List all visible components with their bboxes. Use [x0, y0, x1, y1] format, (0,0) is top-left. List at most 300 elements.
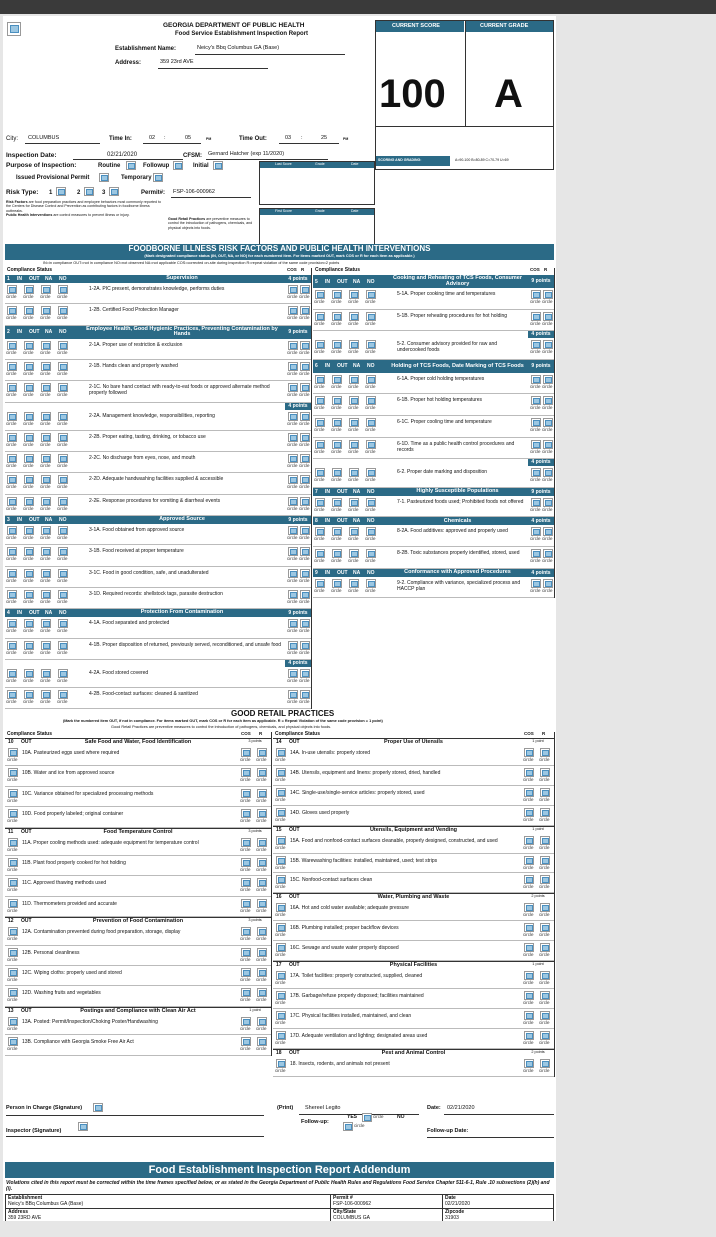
out-checkbox[interactable] — [8, 899, 18, 908]
status-radio[interactable] — [366, 468, 376, 477]
header-in: IN — [17, 517, 22, 523]
r-checkbox[interactable] — [540, 875, 550, 884]
status-radio[interactable] — [332, 468, 342, 477]
r-checkbox[interactable] — [540, 1011, 550, 1020]
r-checkbox[interactable] — [257, 838, 267, 847]
cos-checkbox[interactable] — [241, 858, 251, 867]
status-radio[interactable] — [366, 579, 376, 588]
status-radio[interactable] — [366, 440, 376, 449]
r-checkbox[interactable] — [300, 475, 310, 484]
first-date-label: Date — [351, 209, 359, 213]
cos-checkbox[interactable] — [288, 285, 298, 294]
cos-checkbox[interactable] — [524, 943, 534, 952]
r-checkbox[interactable] — [300, 547, 310, 556]
status-radio[interactable] — [366, 290, 376, 299]
out-checkbox[interactable] — [276, 875, 286, 884]
r-checkbox[interactable] — [540, 748, 550, 757]
r-checkbox[interactable] — [543, 468, 553, 477]
status-radio[interactable] — [24, 641, 34, 650]
status-radio[interactable] — [7, 497, 17, 506]
grp-left-r-label: R — [259, 731, 263, 736]
status-radio[interactable] — [41, 590, 51, 599]
cos-checkbox[interactable] — [288, 306, 298, 315]
cos-checkbox[interactable] — [531, 579, 541, 588]
status-radio[interactable] — [7, 669, 17, 678]
status-radio[interactable] — [58, 569, 68, 578]
cos-checkbox[interactable] — [524, 836, 534, 845]
cos-checkbox[interactable] — [288, 433, 298, 442]
cos-checkbox[interactable] — [531, 312, 541, 321]
r-checkbox[interactable] — [257, 899, 267, 908]
cos-checkbox[interactable] — [241, 878, 251, 887]
status-radio[interactable] — [24, 433, 34, 442]
cos-checkbox[interactable] — [241, 948, 251, 957]
r-checkbox[interactable] — [300, 341, 310, 350]
status-radio[interactable] — [41, 475, 51, 484]
r-checkbox[interactable] — [540, 1059, 550, 1068]
r-checkbox[interactable] — [257, 948, 267, 957]
cos-checkbox[interactable] — [241, 1037, 251, 1046]
status-radio[interactable] — [332, 396, 342, 405]
status-radio[interactable] — [24, 306, 34, 315]
r-checkbox[interactable] — [543, 312, 553, 321]
status-radio[interactable] — [7, 690, 17, 699]
cos-checkbox[interactable] — [524, 875, 534, 884]
out-checkbox[interactable] — [8, 968, 18, 977]
r-checkbox[interactable] — [300, 497, 310, 506]
cos-checkbox[interactable] — [524, 748, 534, 757]
r-checkbox[interactable] — [257, 1017, 267, 1026]
status-radio[interactable] — [315, 549, 325, 558]
cos-checkbox[interactable] — [524, 1011, 534, 1020]
r-checkbox[interactable] — [543, 290, 553, 299]
r-checkbox[interactable] — [257, 809, 267, 818]
out-checkbox[interactable] — [8, 748, 18, 757]
status-radio[interactable] — [7, 341, 17, 350]
r-checkbox[interactable] — [300, 526, 310, 535]
status-radio[interactable] — [24, 619, 34, 628]
r-checkbox[interactable] — [300, 285, 310, 294]
status-radio[interactable] — [41, 433, 51, 442]
r-checkbox[interactable] — [543, 396, 553, 405]
circle-label: circle — [256, 1046, 267, 1052]
status-radio[interactable] — [315, 440, 325, 449]
cos-checkbox[interactable] — [531, 549, 541, 558]
r-checkbox[interactable] — [257, 768, 267, 777]
out-checkbox[interactable] — [276, 1059, 286, 1068]
cos-checkbox[interactable] — [241, 809, 251, 818]
status-radio[interactable] — [7, 641, 17, 650]
cos-checkbox[interactable] — [531, 468, 541, 477]
status-radio[interactable] — [7, 590, 17, 599]
status-radio[interactable] — [7, 619, 17, 628]
out-checkbox[interactable] — [8, 789, 18, 798]
cos-checkbox[interactable] — [531, 418, 541, 427]
status-radio[interactable] — [332, 375, 342, 384]
status-radio[interactable] — [41, 641, 51, 650]
status-radio[interactable] — [58, 285, 68, 294]
status-radio[interactable] — [332, 498, 342, 507]
status-radio[interactable] — [349, 579, 359, 588]
status-radio[interactable] — [315, 579, 325, 588]
cos-checkbox[interactable] — [531, 340, 541, 349]
out-checkbox[interactable] — [276, 991, 286, 1000]
cos-checkbox[interactable] — [524, 923, 534, 932]
inspector-signature-field[interactable] — [78, 1122, 88, 1131]
cos-checkbox[interactable] — [288, 669, 298, 678]
risk-2-checkbox[interactable] — [84, 187, 94, 196]
cos-checkbox[interactable] — [288, 569, 298, 578]
status-radio[interactable] — [41, 306, 51, 315]
status-radio[interactable] — [24, 497, 34, 506]
status-radio[interactable] — [349, 498, 359, 507]
cos-checkbox[interactable] — [524, 768, 534, 777]
cos-checkbox[interactable] — [288, 362, 298, 371]
section-title: Approved Source — [159, 516, 205, 523]
r-checkbox[interactable] — [300, 454, 310, 463]
cos-checkbox[interactable] — [241, 748, 251, 757]
risk-3-checkbox[interactable] — [109, 187, 119, 196]
status-radio[interactable] — [315, 418, 325, 427]
r-checkbox[interactable] — [300, 690, 310, 699]
status-radio[interactable] — [58, 526, 68, 535]
out-checkbox[interactable] — [8, 988, 18, 997]
r-checkbox[interactable] — [540, 856, 550, 865]
status-radio[interactable] — [366, 340, 376, 349]
r-checkbox[interactable] — [543, 375, 553, 384]
status-radio[interactable] — [24, 383, 34, 392]
out-checkbox[interactable] — [276, 788, 286, 797]
out-checkbox[interactable] — [276, 923, 286, 932]
status-radio[interactable] — [41, 669, 51, 678]
cos-checkbox[interactable] — [531, 396, 541, 405]
cos-checkbox[interactable] — [524, 1059, 534, 1068]
out-checkbox[interactable] — [276, 971, 286, 980]
initial-checkbox[interactable] — [213, 161, 223, 170]
status-radio[interactable] — [7, 285, 17, 294]
r-checkbox[interactable] — [543, 418, 553, 427]
out-checkbox[interactable] — [8, 948, 18, 957]
cos-checkbox[interactable] — [241, 988, 251, 997]
pic-signature-field[interactable] — [93, 1103, 103, 1112]
cos-checkbox[interactable] — [288, 454, 298, 463]
status-radio[interactable] — [24, 412, 34, 421]
status-radio[interactable] — [349, 290, 359, 299]
r-checkbox[interactable] — [540, 808, 550, 817]
cos-checkbox[interactable] — [288, 547, 298, 556]
r-checkbox[interactable] — [543, 527, 553, 536]
r-checkbox[interactable] — [540, 903, 550, 912]
r-checkbox[interactable] — [257, 988, 267, 997]
out-checkbox[interactable] — [276, 943, 286, 952]
cos-checkbox[interactable] — [524, 808, 534, 817]
status-radio[interactable] — [366, 418, 376, 427]
status-radio[interactable] — [7, 569, 17, 578]
addendum-permit-value: FSP-106-000962 — [333, 1201, 372, 1207]
cos-checkbox[interactable] — [531, 375, 541, 384]
status-radio[interactable] — [7, 306, 17, 315]
status-radio[interactable] — [58, 362, 68, 371]
status-radio[interactable] — [24, 590, 34, 599]
status-radio[interactable] — [41, 497, 51, 506]
r-checkbox[interactable] — [543, 579, 553, 588]
r-checkbox[interactable] — [257, 968, 267, 977]
status-radio[interactable] — [58, 412, 68, 421]
r-checkbox[interactable] — [540, 943, 550, 952]
status-radio[interactable] — [366, 312, 376, 321]
out-checkbox[interactable] — [8, 858, 18, 867]
fbi-section-points-right_sections-3: 4 points — [528, 459, 554, 466]
status-radio[interactable] — [7, 412, 17, 421]
r-checkbox[interactable] — [300, 669, 310, 678]
fbi-section-points-left_sections-5: 4 points — [285, 660, 311, 667]
status-radio[interactable] — [58, 641, 68, 650]
cos-checkbox[interactable] — [531, 440, 541, 449]
r-checkbox[interactable] — [300, 383, 310, 392]
status-radio[interactable] — [58, 547, 68, 556]
r-checkbox[interactable] — [257, 1037, 267, 1046]
status-radio[interactable] — [332, 418, 342, 427]
status-radio[interactable] — [58, 341, 68, 350]
status-radio[interactable] — [24, 475, 34, 484]
r-checkbox[interactable] — [257, 748, 267, 757]
status-radio[interactable] — [315, 527, 325, 536]
status-radio[interactable] — [7, 383, 17, 392]
r-checkbox[interactable] — [257, 858, 267, 867]
provisional-checkbox[interactable] — [99, 173, 109, 182]
status-radio[interactable] — [58, 433, 68, 442]
status-radio[interactable] — [349, 312, 359, 321]
status-radio[interactable] — [24, 341, 34, 350]
status-radio[interactable] — [7, 547, 17, 556]
status-radio[interactable] — [24, 547, 34, 556]
status-radio[interactable] — [315, 468, 325, 477]
status-radio[interactable] — [24, 362, 34, 371]
addendum-establishment-label: Establishment — [8, 1195, 43, 1201]
cos-checkbox[interactable] — [241, 899, 251, 908]
r-checkbox[interactable] — [300, 412, 310, 421]
out-checkbox[interactable] — [276, 836, 286, 845]
status-radio[interactable] — [315, 340, 325, 349]
status-radio[interactable] — [366, 498, 376, 507]
status-radio[interactable] — [332, 340, 342, 349]
cos-checkbox[interactable] — [524, 971, 534, 980]
temporary-checkbox[interactable] — [153, 173, 163, 182]
circle-label: circle — [365, 536, 376, 542]
r-checkbox[interactable] — [300, 590, 310, 599]
status-radio[interactable] — [24, 285, 34, 294]
status-radio[interactable] — [58, 619, 68, 628]
r-checkbox[interactable] — [300, 362, 310, 371]
r-checkbox[interactable] — [540, 836, 550, 845]
status-radio[interactable] — [58, 497, 68, 506]
status-radio[interactable] — [349, 549, 359, 558]
status-radio[interactable] — [41, 547, 51, 556]
status-radio[interactable] — [315, 375, 325, 384]
cos-checkbox[interactable] — [241, 927, 251, 936]
status-radio[interactable] — [58, 690, 68, 699]
cos-checkbox[interactable] — [288, 641, 298, 650]
out-checkbox[interactable] — [8, 838, 18, 847]
permit-label: Permit#: — [141, 190, 166, 196]
cos-checkbox[interactable] — [531, 498, 541, 507]
status-radio[interactable] — [349, 418, 359, 427]
status-radio[interactable] — [58, 475, 68, 484]
r-checkbox[interactable] — [300, 306, 310, 315]
r-checkbox[interactable] — [257, 878, 267, 887]
status-radio[interactable] — [24, 526, 34, 535]
status-radio[interactable] — [315, 290, 325, 299]
status-radio[interactable] — [366, 549, 376, 558]
fbi-legend: IN=in compliance OUT=not in compliance NO=not observed NA=not applicable COS=corrected on-site during inspection R=repeat violation of the same code provision=2 points — [43, 261, 340, 265]
status-radio[interactable] — [349, 375, 359, 384]
status-radio[interactable] — [332, 290, 342, 299]
status-radio[interactable] — [41, 690, 51, 699]
status-radio[interactable] — [315, 498, 325, 507]
out-checkbox[interactable] — [8, 809, 18, 818]
status-radio[interactable] — [58, 454, 68, 463]
status-radio[interactable] — [349, 527, 359, 536]
status-radio[interactable] — [41, 383, 51, 392]
status-radio[interactable] — [315, 312, 325, 321]
status-radio[interactable] — [58, 383, 68, 392]
out-checkbox[interactable] — [8, 768, 18, 777]
status-radio[interactable] — [41, 526, 51, 535]
status-radio[interactable] — [366, 527, 376, 536]
out-checkbox[interactable] — [276, 748, 286, 757]
status-radio[interactable] — [332, 549, 342, 558]
out-checkbox[interactable] — [8, 927, 18, 936]
out-checkbox[interactable] — [276, 808, 286, 817]
status-radio[interactable] — [24, 454, 34, 463]
followup-checkbox[interactable] — [173, 161, 183, 170]
cos-checkbox[interactable] — [531, 290, 541, 299]
status-radio[interactable] — [332, 440, 342, 449]
status-radio[interactable] — [41, 362, 51, 371]
out-checkbox[interactable] — [8, 1037, 18, 1046]
r-checkbox[interactable] — [543, 440, 553, 449]
out-checkbox[interactable] — [8, 1017, 18, 1026]
followup-no-radio[interactable] — [343, 1122, 353, 1131]
status-radio[interactable] — [24, 669, 34, 678]
circle-label: circle — [539, 884, 550, 890]
status-radio[interactable] — [7, 526, 17, 535]
cos-checkbox[interactable] — [288, 619, 298, 628]
r-checkbox[interactable] — [540, 991, 550, 1000]
r-checkbox[interactable] — [540, 768, 550, 777]
r-checkbox[interactable] — [543, 549, 553, 558]
cos-checkbox[interactable] — [241, 838, 251, 847]
status-radio[interactable] — [7, 362, 17, 371]
out-checkbox[interactable] — [276, 1011, 286, 1020]
cos-checkbox[interactable] — [524, 788, 534, 797]
out-checkbox[interactable] — [276, 856, 286, 865]
cos-checkbox[interactable] — [288, 526, 298, 535]
status-radio[interactable] — [349, 468, 359, 477]
r-checkbox[interactable] — [540, 923, 550, 932]
status-radio[interactable] — [41, 454, 51, 463]
circle-label: circle — [299, 505, 310, 511]
out-checkbox[interactable] — [276, 768, 286, 777]
r-checkbox[interactable] — [540, 788, 550, 797]
circle-label: circle — [542, 477, 553, 483]
status-radio[interactable] — [332, 579, 342, 588]
cos-checkbox[interactable] — [288, 341, 298, 350]
risk-1-checkbox[interactable] — [56, 187, 66, 196]
r-checkbox[interactable] — [300, 433, 310, 442]
cos-checkbox[interactable] — [241, 768, 251, 777]
cos-checkbox[interactable] — [288, 590, 298, 599]
circle-label: circle — [523, 796, 534, 802]
status-radio[interactable] — [332, 312, 342, 321]
status-radio[interactable] — [41, 285, 51, 294]
status-radio[interactable] — [24, 569, 34, 578]
cos-checkbox[interactable] — [524, 1031, 534, 1040]
status-radio[interactable] — [315, 396, 325, 405]
header-na: NA — [353, 278, 361, 285]
cos-checkbox[interactable] — [531, 527, 541, 536]
status-radio[interactable] — [332, 527, 342, 536]
out-checkbox[interactable] — [276, 903, 286, 912]
r-checkbox[interactable] — [543, 498, 553, 507]
cos-checkbox[interactable] — [524, 856, 534, 865]
status-radio[interactable] — [58, 669, 68, 678]
status-radio[interactable] — [349, 440, 359, 449]
out-checkbox[interactable] — [8, 878, 18, 887]
status-radio[interactable] — [41, 569, 51, 578]
status-radio[interactable] — [41, 341, 51, 350]
status-radio[interactable] — [58, 306, 68, 315]
out-checkbox[interactable] — [276, 1031, 286, 1040]
cos-checkbox[interactable] — [288, 383, 298, 392]
status-radio[interactable] — [41, 619, 51, 628]
status-radio[interactable] — [41, 412, 51, 421]
cos-checkbox[interactable] — [524, 903, 534, 912]
r-checkbox[interactable] — [300, 641, 310, 650]
status-radio[interactable] — [24, 690, 34, 699]
circle-label: circle — [314, 448, 325, 454]
cos-checkbox[interactable] — [288, 475, 298, 484]
r-checkbox[interactable] — [257, 927, 267, 936]
cos-checkbox[interactable] — [288, 690, 298, 699]
r-checkbox[interactable] — [300, 569, 310, 578]
cos-checkbox[interactable] — [288, 497, 298, 506]
circle-label: circle — [287, 349, 298, 355]
cos-checkbox[interactable] — [241, 1017, 251, 1026]
r-checkbox[interactable] — [540, 971, 550, 980]
circle-label: circle — [40, 349, 51, 355]
routine-checkbox[interactable] — [126, 161, 136, 170]
status-radio[interactable] — [366, 375, 376, 384]
r-checkbox[interactable] — [300, 619, 310, 628]
r-checkbox[interactable] — [540, 1031, 550, 1040]
status-radio[interactable] — [58, 590, 68, 599]
circle-label: circle — [40, 649, 51, 655]
cos-checkbox[interactable] — [288, 412, 298, 421]
status-radio[interactable] — [7, 454, 17, 463]
followup-yes-radio[interactable] — [362, 1113, 372, 1122]
status-radio[interactable] — [349, 340, 359, 349]
cos-checkbox[interactable] — [241, 789, 251, 798]
cos-checkbox[interactable] — [241, 968, 251, 977]
r-checkbox[interactable] — [543, 340, 553, 349]
status-radio[interactable] — [7, 433, 17, 442]
status-radio[interactable] — [349, 396, 359, 405]
status-radio[interactable] — [366, 396, 376, 405]
cos-checkbox[interactable] — [524, 991, 534, 1000]
r-checkbox[interactable] — [257, 789, 267, 798]
status-radio[interactable] — [7, 475, 17, 484]
